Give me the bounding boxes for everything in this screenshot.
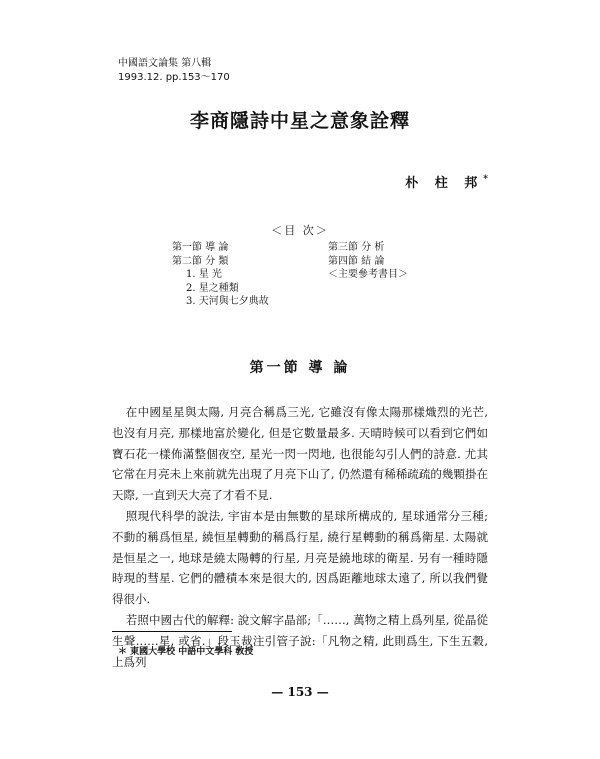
author-footnote-mark: *	[483, 174, 488, 185]
footnote-divider	[112, 631, 232, 632]
toc-right-column	[328, 241, 408, 282]
toc-subitem: 2. 星之種類	[186, 282, 239, 294]
page-number: — 153 —	[271, 685, 329, 699]
toc-subitem: 3. 天河與七夕典故	[186, 296, 269, 307]
toc-subitem: 1. 星 光	[186, 269, 222, 280]
journal-citation: 1993.12. pp.153～170	[118, 72, 230, 83]
journal-name: 中國語文論集 第八輯	[118, 58, 212, 69]
section-title: 第一節 導 論	[249, 360, 351, 376]
toc-item: 第四節 結 論	[328, 255, 385, 267]
toc-item: 第二節 分 類	[172, 255, 229, 267]
toc-left-column	[172, 241, 269, 309]
paragraph: 若照中國古代的解釋: 說文解字晶部;「……, 萬物之精上爲列星, 從晶從生聲……星, 或省.」段玉裁注引管子說:「凡物之精, 此則爲生, 下生五穀, 上爲列	[112, 612, 488, 669]
toc-heading: ＜目 次＞	[271, 224, 329, 237]
paragraph: 照現代科學的說法, 宇宙本是由無數的星球所構成的, 星球通常分三種; 不動的稱爲恒星, 繞恒星轉動的稱爲行星, 繞行星轉動的稱爲衛星. 太陽就是恒星之一, 地球是繞太陽轉的行星, 月亮是繞地球的衛星. 另有一種時隱時現的彗星. 它們的體積本來是很大的, 因爲距離地球太遠了, 所以我們覺得很小.	[112, 508, 488, 607]
toc-item: 第三節 分 析	[328, 242, 385, 253]
toc-item: 第一節 導 論	[172, 242, 229, 253]
toc-item: ＜主要參考書目＞	[328, 269, 408, 280]
author-name: 朴 柱 邦	[405, 176, 484, 191]
journal-header	[118, 57, 230, 85]
author-line	[405, 172, 488, 191]
paragraph: 在中國星星與太陽, 月亮合稱爲三光, 它雖沒有像太陽那樣熾烈的光芒, 也沒有月亮, 那樣地富於變化, 但是它數量最多. 天晴時候可以看到它們如寶石花一樣佈滿整個夜空, 星光一閃一閃地, 也很能勾引人們的詩意. 尤其它常在月亮未上來前就先出現了月亮下山了, 仍然還有稀稀疏疏的幾顆掛在天際, 一直到天大亮了才看不見.	[112, 405, 488, 503]
paper-title: 李商隱詩中星之意象詮釋	[189, 110, 410, 132]
footnote: ＊ 東國大學校 中語中文學科 敎授	[118, 647, 254, 657]
